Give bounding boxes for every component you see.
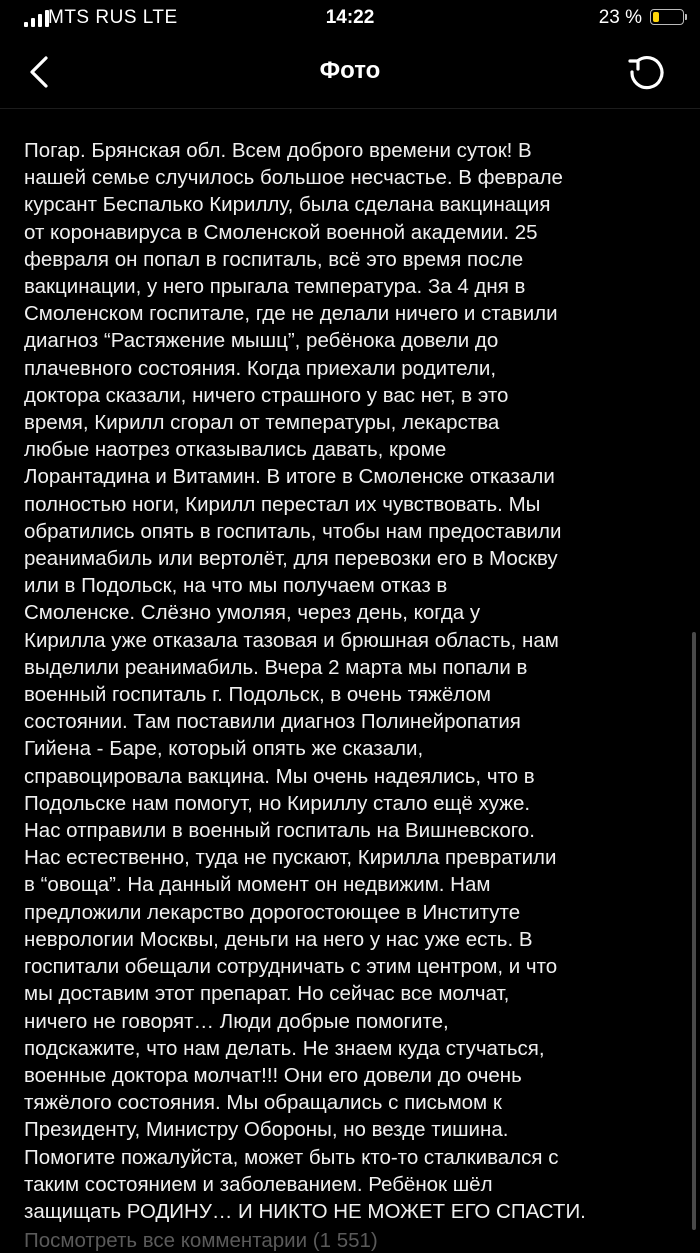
- status-time: 14:22: [325, 7, 375, 28]
- page-title: Фото: [319, 57, 381, 84]
- carrier-label: MTS RUS LTE: [48, 7, 178, 28]
- refresh-button[interactable]: [624, 50, 668, 94]
- view-all-comments-link[interactable]: Посмотреть все комментарии (1 551): [24, 1229, 378, 1252]
- post-text: Погар. Брянская обл. Всем доброго времени суток! В нашей семье случилось большое несчастье. В феврале курсант Беспалько Кириллу, была сделана вакцинация от коронавируса в Смоленской военной академии. 25 февраля он попал в госпиталь, всё это время после вакцинации, у него прыгала температура. За 4 дня в Смоленском госпитале, где не делали ничего и ставили диагноз “Растяжение мышц”, ребёнока довели до плачевного состояния. Когда приехали родители, доктора сказали, ничего страшного у вас нет, в это время, Кирилл сгорал от температуры, лекарства любые наотрез отказывались давать, кроме Лорантадина и Витамин. В итоге в Смоленске отказали полностью ноги, Кирилл перестал их чувствовать. Мы обратились опять в госпиталь, чтобы нам предоставили реанимабиль или вертолёт, для перевозки его в Москву или в Подольск, на что мы получаем отказ в Смоленске. Слёзно умоляя, через день, когда у Кирилла уже отказала тазовая и брюшная область, нам выделили реанимабиль. Вчера 2 марта мы попали в военный госпиталь г. Подольск, в очень тяжёлом состоянии. Там поставили диагноз Полинейропатия Гийена - Баре, который опять же сказали, справоцировала вакцина. Мы очень надеялись, что в Подольске нам помогут, но Кириллу стало ещё хуже. Нас отправили в военный госпиталь на Вишневского. Нас естественно, туда не пускают, Кирилла превратили в “овоща”. На данный момент он недвижим. Нам предложили лекарство дорогостоющее в Институте неврологии Москвы, деньги на него у нас уже есть. В госпитали обещали сотрудничать с этим центром, и что мы доставим этот препарат. Но сейчас все молчат, ничего не говорят… Люди добрые помогите, подскажите, что нам делать. Не знаем куда стучаться, военные доктора молчат!!! Они его довели до очень тяжёлого состояния. Мы обращались с письмом к Президенту, Министру Обороны, но везде тишина. Помогите пожалуйста, может быть кто-то сталкивался с таким состоянием и заболеванием. Ребёнок шёл защищать РОДИНУ… И НИКТО НЕ МОЖЕТ ЕГО СПАСТИ.: [24, 139, 586, 1223]
- battery-icon: [650, 9, 684, 25]
- battery-percent: 23 %: [598, 7, 642, 28]
- nav-bar: [0, 40, 700, 109]
- scrollbar[interactable]: [692, 632, 696, 1230]
- status-bar: [0, 0, 700, 40]
- battery-level-fill: [653, 12, 659, 22]
- refresh-icon: [624, 50, 668, 94]
